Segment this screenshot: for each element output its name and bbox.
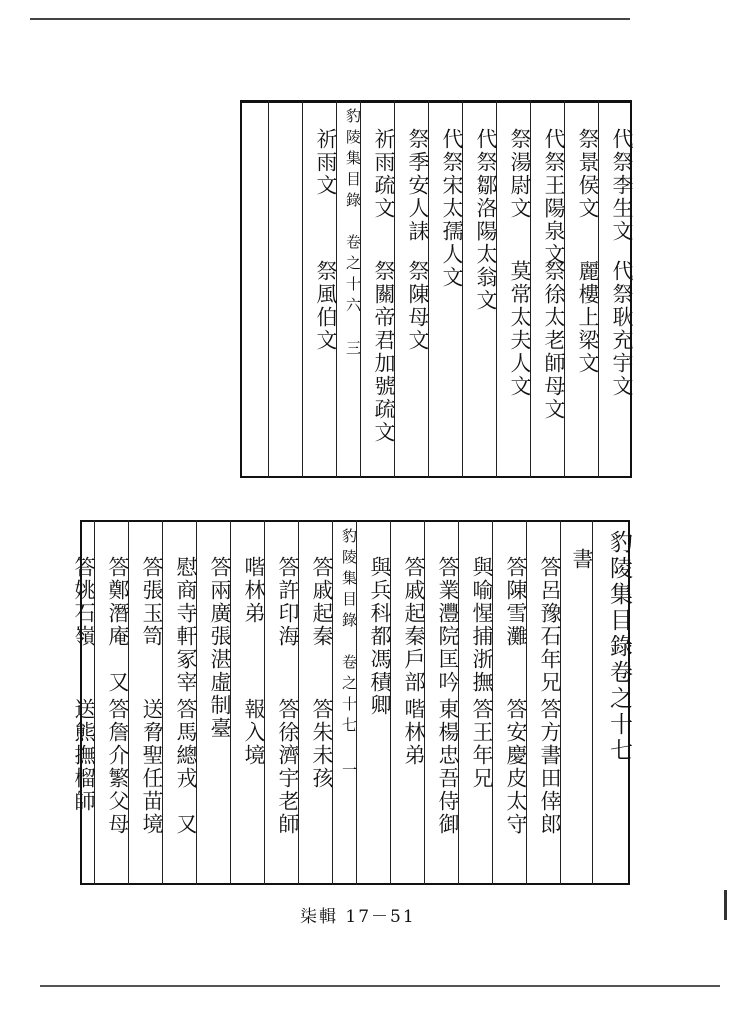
- margin-column: [336, 100, 360, 478]
- toc-column: [298, 520, 332, 885]
- volume-heading: 豹陵集目錄卷之十七: [606, 530, 632, 764]
- toc-entry: 慰商寺軒冢宰: [174, 556, 198, 694]
- section-title: 書: [570, 548, 594, 571]
- toc-entry: 送熊撫榴師: [72, 698, 96, 813]
- toc-entry: 代祭耿充宇文: [610, 260, 634, 398]
- toc-entry: 答安慶皮太守: [504, 698, 528, 836]
- toc-entry: 祭徐太老師母文: [542, 260, 566, 421]
- toc-entry: 答戚起秦: [310, 556, 334, 648]
- toc-entry: 答姚石嶺: [72, 556, 96, 648]
- toc-entry: 答馬總戎 又: [174, 698, 198, 836]
- toc-entry: 祭關帝君加號疏文: [372, 260, 396, 444]
- toc-entry: 祭季安人誄: [406, 128, 430, 243]
- page-footer: 柒輯 17－51: [300, 907, 416, 927]
- margin-label: 豹陵集目錄 卷之十六: [344, 108, 362, 318]
- toc-entry: 答方書田倖郎: [538, 698, 562, 836]
- toc-column: [428, 100, 462, 478]
- bottom-panel: [72, 520, 632, 885]
- top-panel: [240, 100, 632, 478]
- toc-entry: 答呂豫石年兄: [538, 556, 562, 694]
- toc-entry: 答王年兄: [470, 698, 494, 790]
- toc-entry: 祭湯尉文: [508, 128, 532, 220]
- toc-entry: 答朱未孩: [310, 698, 334, 790]
- toc-entry: 送脅聖任苗境: [140, 698, 164, 836]
- toc-column: [360, 100, 394, 478]
- toc-column: [230, 520, 264, 885]
- toc-column: [356, 520, 390, 885]
- toc-column: [162, 520, 196, 885]
- toc-column: [60, 520, 94, 885]
- toc-entry: 祭風伯文: [314, 260, 338, 352]
- toc-column: [264, 520, 298, 885]
- blank-column: [268, 100, 302, 478]
- margin-column: [332, 520, 356, 885]
- toc-entry: 喈林弟: [402, 698, 426, 767]
- toc-entry: 祭陳母文: [406, 260, 430, 352]
- toc-entry: 答張玉笥: [140, 556, 164, 648]
- toc-column: [94, 520, 128, 885]
- toc-entry: 答徐濟宇老師: [276, 698, 300, 836]
- toc-entry: 答鄭潛庵 又: [106, 556, 130, 694]
- toc-entry: 莫常太夫人文: [508, 260, 532, 398]
- scan-mark: [724, 890, 727, 920]
- toc-entry: 代祭鄒洛陽太翁文: [474, 128, 498, 312]
- toc-column: [390, 520, 424, 885]
- toc-column: [462, 100, 496, 478]
- toc-column: [492, 520, 526, 885]
- toc-column: [424, 520, 458, 885]
- toc-column: [530, 100, 564, 478]
- toc-column: [458, 520, 492, 885]
- toc-entry: 祈雨文: [314, 128, 338, 197]
- volume-heading-column: [592, 520, 630, 885]
- toc-column: [128, 520, 162, 885]
- toc-entry: 答戚起秦戶部: [402, 556, 426, 694]
- toc-entry: 代祭李生文: [610, 128, 634, 243]
- toc-column: [302, 100, 336, 478]
- toc-entry: 與喻惺捕浙撫: [470, 556, 494, 694]
- toc-entry: 答許印海: [276, 556, 300, 648]
- toc-entry: 喈林弟: [242, 556, 266, 625]
- toc-entry: 代祭宋太孺人文: [440, 128, 464, 289]
- toc-column: [598, 100, 632, 478]
- toc-entry: 祭景侯文: [576, 128, 600, 220]
- toc-entry: 答詹介繁父母: [106, 698, 130, 836]
- margin-page-number: 一: [340, 762, 358, 783]
- page-edge-bottom: [40, 985, 720, 987]
- margin-label: 豹陵集目錄 卷之十七: [340, 528, 358, 738]
- toc-entry: 報入境: [242, 698, 266, 767]
- toc-entry: 東楊忠吾侍御: [436, 698, 460, 836]
- toc-column: [564, 100, 598, 478]
- margin-page-number: 三: [344, 340, 362, 361]
- toc-entry: 答兩廣張湛虛制臺: [208, 556, 232, 740]
- toc-entry: 與兵科都馮積卿: [368, 556, 392, 717]
- toc-column: [394, 100, 428, 478]
- toc-entry: 麗樓上梁文: [576, 260, 600, 375]
- section-column: [560, 520, 592, 885]
- toc-column: [496, 100, 530, 478]
- toc-column: [196, 520, 230, 885]
- page-edge-top: [30, 18, 630, 20]
- toc-entry: 答業灃院匡吟: [436, 556, 460, 694]
- toc-column: [526, 520, 560, 885]
- toc-entry: 答陳雪灘: [504, 556, 528, 648]
- toc-entry: 祈雨疏文: [372, 128, 396, 220]
- toc-entry: 代祭王陽泉文: [542, 128, 566, 266]
